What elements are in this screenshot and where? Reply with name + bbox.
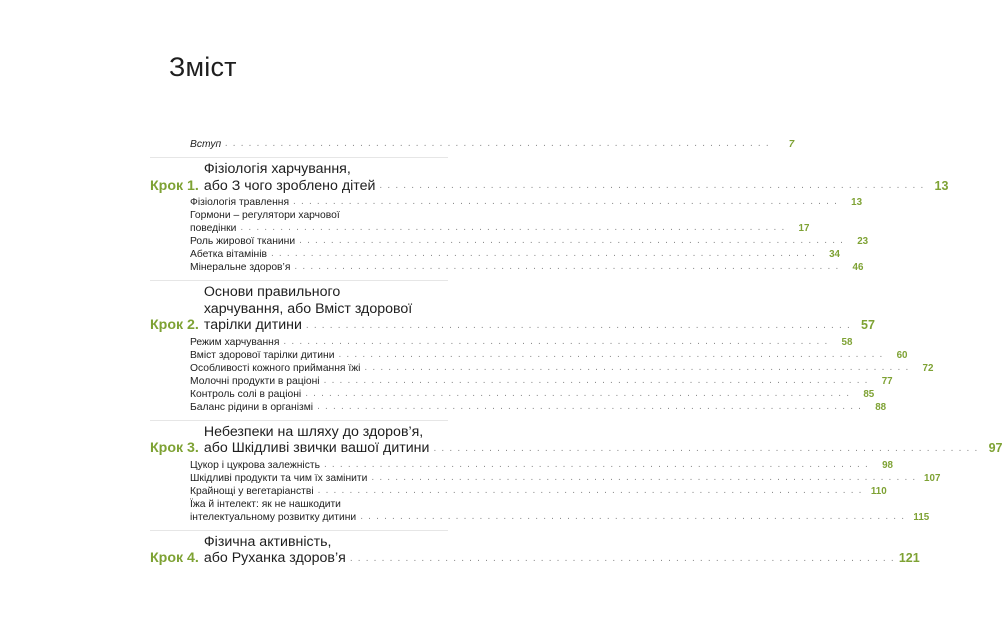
toc-item-entry[interactable] (190, 388, 875, 402)
toc-item-page-number: 98 (882, 460, 893, 472)
chapter-title (204, 161, 949, 194)
chapter-title-text: або Руханка здоров’я (203, 550, 346, 567)
dot-leader (324, 460, 869, 473)
toc-item-title: Контроль солі в раціоні (190, 388, 302, 400)
dot-leader (379, 181, 924, 194)
chapter-title-line (204, 440, 1002, 457)
dot-leader (317, 402, 862, 415)
toc-item-page-number: 13 (851, 197, 863, 209)
dot-leader (360, 512, 905, 525)
toc-item-title: Шкідливі продукти та чим їх замінити (190, 473, 368, 485)
toc-item-entry[interactable] (190, 460, 893, 473)
chapter-title-line (204, 550, 920, 567)
toc-item-line (190, 511, 930, 525)
toc-item-page-number: 88 (875, 401, 887, 413)
toc-item-title: Цукор і цукрова залежність (190, 460, 320, 472)
toc-item-title: Абетка вітамінів (190, 249, 267, 261)
toc-item-title: Мінеральне здоров’я (190, 262, 291, 274)
chapter-title-text: тарілки дитини (203, 317, 302, 334)
chapter-title-line (204, 317, 875, 334)
toc-item-title: Баланс рідини в організмі (190, 401, 314, 413)
dot-leader (433, 444, 978, 457)
chapter-title-line (204, 284, 875, 301)
chapter-title-line (204, 161, 949, 178)
toc-item-page-number: 107 (924, 473, 941, 485)
dot-leader (293, 197, 838, 210)
chapter-items (150, 196, 869, 280)
chapter-title (204, 534, 920, 567)
toc-item-entry[interactable] (190, 362, 934, 376)
chapter-step-label: Крок 3. (150, 440, 199, 457)
chapter-title-line (204, 178, 949, 195)
dot-leader (324, 376, 869, 389)
toc-item-title: поведінки (190, 223, 237, 235)
chapter-step-label: Крок 1. (150, 177, 199, 194)
chapter-items (150, 459, 941, 530)
toc-chapter-entry[interactable] (150, 420, 1002, 459)
chapter-title (204, 424, 1002, 457)
dot-leader (283, 337, 828, 350)
chapter-title-line (204, 301, 875, 318)
chapter-title-text: Небезпеки на шляху до здоров’я, (203, 423, 424, 440)
dot-leader (225, 139, 770, 152)
toc-intro-entry[interactable] (190, 139, 795, 152)
toc-item-entry[interactable] (190, 375, 893, 389)
toc-item-page-number: 23 (857, 236, 869, 248)
dot-leader (318, 486, 863, 499)
toc-item-line (190, 499, 448, 512)
toc-item-title: Роль жирової тканини (190, 236, 296, 248)
page-title: Зміст (169, 52, 237, 82)
toc-intro-page: 7 (788, 139, 795, 151)
dot-leader (364, 363, 909, 376)
toc-item-entry[interactable] (190, 401, 887, 415)
toc-item-page-number: 46 (852, 262, 864, 274)
chapter-page-number: 57 (861, 318, 875, 333)
toc-item-title: Режим харчування (190, 336, 280, 348)
chapter-step-label: Крок 2. (150, 317, 199, 334)
toc-item-title: Крайнощі у вегетаріанстві (190, 486, 314, 498)
toc-item-page-number: 34 (829, 249, 840, 261)
toc-item-page-number: 17 (798, 223, 810, 235)
toc-chapter-entry[interactable] (150, 530, 920, 569)
toc-item-title: Фізіологія травлення (190, 197, 290, 209)
chapter-page-number: 121 (898, 551, 920, 566)
chapter-items (150, 569, 448, 575)
toc-item-entry[interactable] (190, 262, 864, 275)
dot-leader (371, 473, 916, 486)
toc-item-page-number: 110 (870, 486, 887, 498)
dot-leader (338, 350, 883, 363)
chapter-title (204, 284, 875, 334)
dot-leader (350, 554, 895, 567)
toc-item-entry[interactable] (190, 349, 908, 363)
chapter-items (150, 336, 934, 420)
toc-item-page-number: 60 (896, 349, 908, 361)
toc-item-title: Їжа й інтелект: як не нашкодити (190, 498, 341, 510)
toc-item-title: інтелектуальному розвитку дитини (190, 511, 357, 523)
toc-item-title: Особливості кожного приймання їжі (190, 362, 361, 374)
toc-item-entry[interactable] (190, 486, 887, 499)
chapter-title-line (204, 424, 1002, 441)
chapter-title-text: Фізична активність, (203, 533, 332, 550)
toc-item-entry[interactable] (190, 336, 853, 350)
toc-item-entry[interactable] (190, 498, 930, 525)
toc-item-title: Молочні продукти в раціоні (190, 375, 320, 387)
toc-item-page-number: 115 (913, 511, 930, 523)
chapter-title-text: Фізіологія харчування, (203, 161, 351, 177)
toc-item-entry[interactable] (190, 210, 810, 236)
toc-item-title: Гормони – регулятори харчової (190, 210, 340, 222)
toc-item-entry[interactable] (190, 197, 863, 210)
toc-item-entry[interactable] (190, 473, 941, 486)
toc-item-page-number: 58 (841, 336, 853, 348)
chapter-step-label: Крок 4. (150, 550, 199, 567)
toc-item-page-number: 77 (881, 375, 893, 387)
toc-intro-title: Вступ (190, 139, 222, 151)
chapter-title-line (204, 534, 920, 551)
toc-item-page-number: 85 (863, 388, 875, 400)
toc-item-page-number: 72 (922, 362, 934, 374)
chapter-page-number: 97 (988, 441, 1002, 456)
chapter-title-text: або Шкідливі звички вашої дитини (203, 440, 430, 457)
toc-chapter-entry[interactable] (150, 280, 875, 336)
toc-chapter-entry[interactable] (150, 157, 949, 196)
chapter-page-number: 13 (934, 178, 949, 193)
chapter-title-text: або З чого зроблено дітей (203, 177, 376, 194)
dot-leader (306, 321, 851, 334)
dot-leader (305, 389, 850, 402)
toc-item-title: Вміст здорової тарілки дитини (190, 349, 335, 361)
dot-leader (294, 262, 839, 275)
chapter-title-text: харчування, або Вміст здорової (203, 300, 413, 317)
toc-list (150, 139, 1002, 575)
chapter-title-text: Основи правильного (203, 283, 341, 300)
